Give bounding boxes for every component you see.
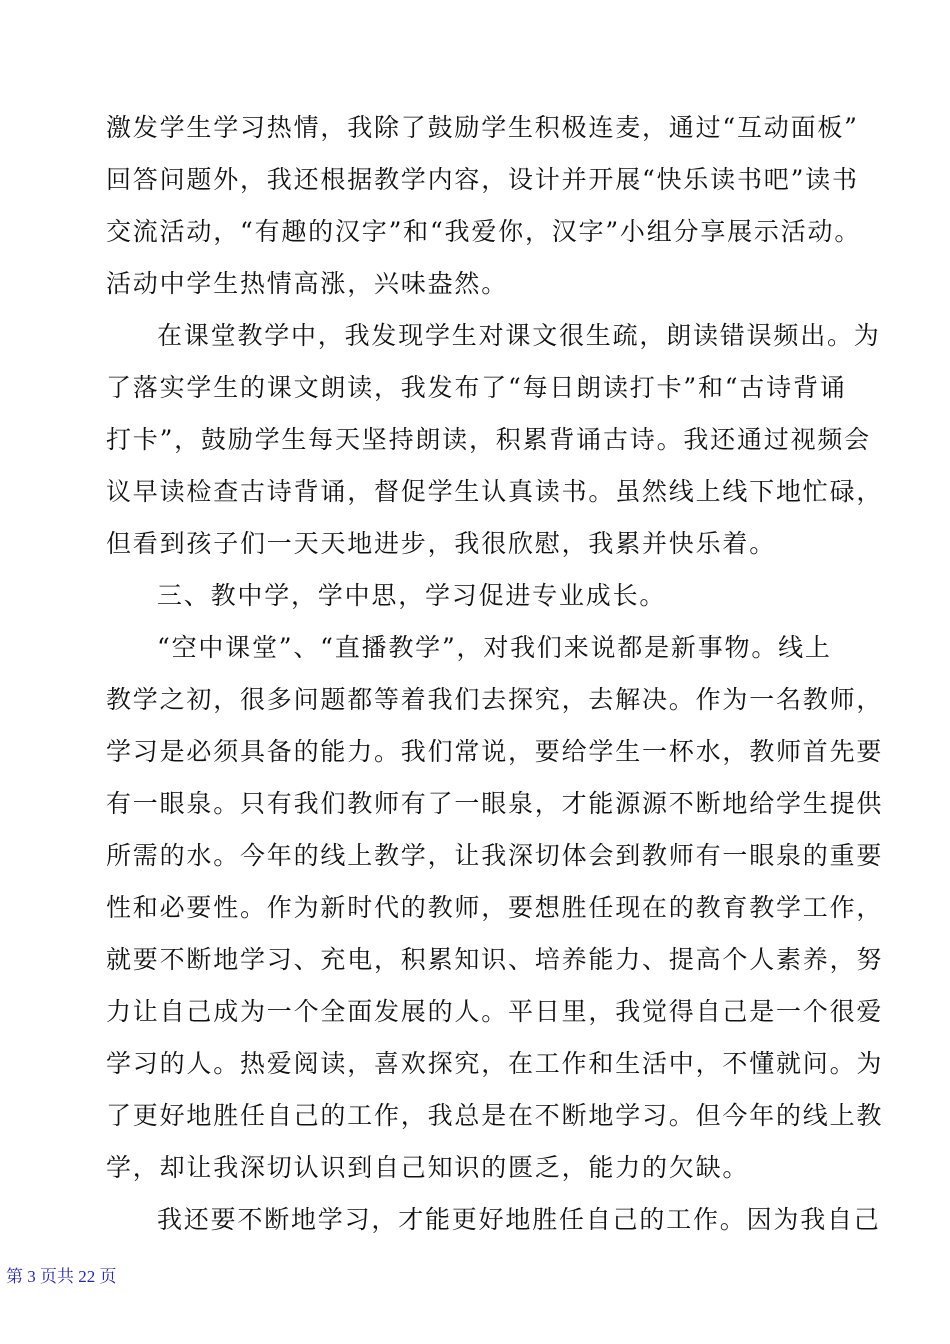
text-line: 激发学生学习热情，我除了鼓励学生积极连麦，通过“互动面板” bbox=[106, 113, 859, 142]
text-line: 了落实学生的课文朗读，我发布了“每日朗读打卡”和“古诗背诵 bbox=[106, 373, 847, 402]
text-line: 学，却让我深切认识到自己知识的匮乏，能力的欠缺。 bbox=[106, 1153, 750, 1182]
text-line: 有一眼泉。只有我们教师有了一眼泉，才能源源不断地给学生提供 bbox=[106, 789, 884, 818]
paragraph-start-line: 在课堂教学中，我发现学生对课文很生疏，朗读错误频出。为 bbox=[157, 321, 881, 350]
section-heading: 三、教中学，学中思，学习促进专业成长。 bbox=[157, 581, 667, 610]
paragraph-start-line: “空中课堂”、“直播教学”，对我们来说都是新事物。线上 bbox=[157, 633, 832, 662]
text-line: 回答问题外，我还根据教学内容，设计并开展“快乐读书吧”读书 bbox=[106, 165, 859, 194]
page-number-footer: 第 3 页共 22 页 bbox=[6, 1267, 117, 1286]
text-line: 打卡”，鼓励学生每天坚持朗读，积累背诵古诗。我还通过视频会 bbox=[106, 425, 871, 454]
text-line: 但看到孩子们一天天地进步，我很欣慰，我累并快乐着。 bbox=[106, 529, 777, 558]
paragraph-start-line: 我还要不断地学习，才能更好地胜任自己的工作。因为我自己 bbox=[157, 1205, 881, 1234]
text-line: 活动中学生热情高涨，兴味盎然。 bbox=[106, 269, 509, 298]
text-line: 教学之初，很多问题都等着我们去探究，去解决。作为一名教师， bbox=[106, 685, 884, 714]
text-line: 学习的人。热爱阅读，喜欢探究，在工作和生活中，不懂就问。为 bbox=[106, 1049, 884, 1078]
text-line: 议早读检查古诗背诵，督促学生认真读书。虽然线上线下地忙碌， bbox=[106, 477, 884, 506]
text-line: 力让自己成为一个全面发展的人。平日里，我觉得自己是一个很爱 bbox=[106, 997, 884, 1026]
text-line: 了更好地胜任自己的工作，我总是在不断地学习。但今年的线上教 bbox=[106, 1101, 884, 1130]
text-line: 就要不断地学习、充电，积累知识、培养能力、提高个人素养，努 bbox=[106, 945, 884, 974]
text-line: 学习是必须具备的能力。我们常说，要给学生一杯水，教师首先要 bbox=[106, 737, 884, 766]
text-line: 性和必要性。作为新时代的教师，要想胜任现在的教育教学工作， bbox=[106, 893, 884, 922]
text-line: 交流活动，“有趣的汉字”和“我爱你，汉字”小组分享展示活动。 bbox=[106, 217, 862, 246]
text-line: 所需的水。今年的线上教学，让我深切体会到教师有一眼泉的重要 bbox=[106, 841, 884, 870]
